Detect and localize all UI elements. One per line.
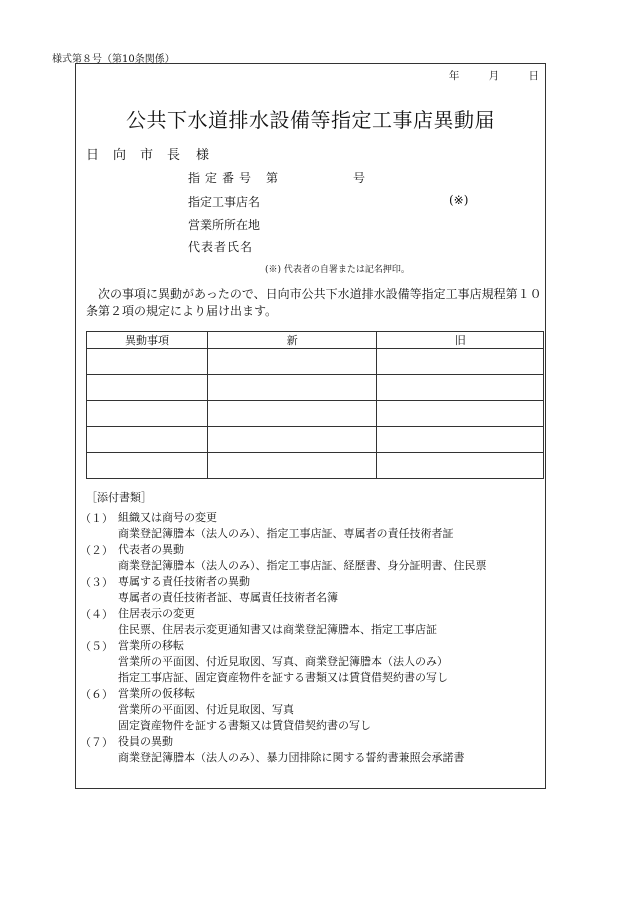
cell-new[interactable] [207,427,377,453]
table-row [87,453,544,479]
item-title: 代表者の異動 [118,543,184,556]
list-item [80,542,487,574]
cell-change-item[interactable] [87,427,208,453]
designation-prefix: 第 [266,171,284,185]
cell-old[interactable] [377,427,544,453]
item-documents: 専属者の責任技術者証、専属責任技術者名簿 [118,591,338,604]
item-title: 組織又は商号の変更 [118,511,217,524]
item-documents: 商業登記簿謄本（法人のみ）、指定工事店証、経歴書、身分証明書、住民票 [118,559,487,572]
header-old: 旧 [377,332,544,349]
item-title: 専属する責任技術者の異動 [118,575,250,588]
designation-number-row [188,169,370,186]
item-number: （７） [80,736,113,749]
cell-old[interactable] [377,375,544,401]
item-documents: 固定資産物件を証する書類又は賃貸借契約書の写し [118,719,371,732]
item-title: 役員の異動 [118,735,173,748]
table-row [87,349,544,375]
date-day-label: 日 [528,70,539,82]
cell-old[interactable] [377,453,544,479]
date-line [449,68,539,83]
cell-new[interactable] [207,453,377,479]
attachments-heading: ［添付書類］ [86,491,152,504]
cell-old[interactable] [377,401,544,427]
item-documents: 住民票、住居表示変更通知書又は商業登記簿謄本、指定工事店証 [118,623,437,636]
item-title: 営業所の移転 [118,639,184,652]
item-documents: 商業登記簿謄本（法人のみ）、暴力団排除に関する誓約書兼照会承諾書 [118,751,465,764]
cell-change-item[interactable] [87,375,208,401]
item-documents: 指定工事店証、固定資産物件を証する書類又は賃貸借契約書の写し [118,671,448,684]
cell-change-item[interactable] [87,453,208,479]
table-row [87,401,544,427]
item-number: （３） [80,576,113,589]
table-header-row [87,332,544,349]
item-title: 住居表示の変更 [118,607,195,620]
form-number: 様式第８号（第10条関係） [52,54,175,65]
list-item [80,510,487,542]
designation-number-label: 指定番号 [188,171,257,185]
signature-mark: (※) [449,193,469,207]
header-new: 新 [207,332,377,349]
item-documents: 営業所の平面図、付近見取図、写真、商業登記簿謄本（法人のみ） [118,655,448,668]
list-item [80,606,487,638]
notification-statement: 次の事項に異動があったので、日向市公共下水道排水設備等指定工事店規程第１０条第２項の規定により届け出ます。 [86,287,542,318]
designation-suffix: 号 [353,171,371,185]
office-address-label: 営業所所在地 [188,218,261,232]
store-name-label: 指定工事店名 [188,195,261,209]
list-item [80,734,487,766]
cell-new[interactable] [207,375,377,401]
date-year-label: 年 [448,70,460,82]
form-frame [75,63,546,789]
item-number: （４） [80,608,113,621]
item-number: （１） [80,512,113,525]
page-title: 公共下水道排水設備等指定工事店異動届 [126,108,495,132]
item-number: （５） [80,640,113,653]
list-item [80,638,487,686]
date-month-label: 月 [488,70,500,82]
list-item [80,686,487,734]
item-number: （６） [80,688,113,701]
table-row [87,427,544,453]
item-documents: 商業登記簿謄本（法人のみ）、指定工事店証、専属者の責任技術者証 [118,527,454,540]
header-change-item: 異動事項 [87,332,208,349]
changes-table [86,331,544,479]
attachments-list [80,510,487,766]
cell-change-item[interactable] [87,349,208,375]
cell-new[interactable] [207,401,377,427]
item-documents: 営業所の平面図、付近見取図、写真 [118,703,294,716]
item-title: 営業所の仮移転 [118,687,195,700]
cell-change-item[interactable] [87,401,208,427]
addressee-honorific: 様 [196,148,210,163]
item-number: （２） [80,544,113,557]
representative-name-label: 代表者氏名 [188,240,254,254]
table-row [87,375,544,401]
list-item [80,574,487,606]
addressee [86,144,209,163]
addressee-name: 日向市長 [86,148,195,163]
cell-new[interactable] [207,349,377,375]
cell-old[interactable] [377,349,544,375]
signature-note: (※) 代表者の自署または記名押印。 [265,265,410,275]
